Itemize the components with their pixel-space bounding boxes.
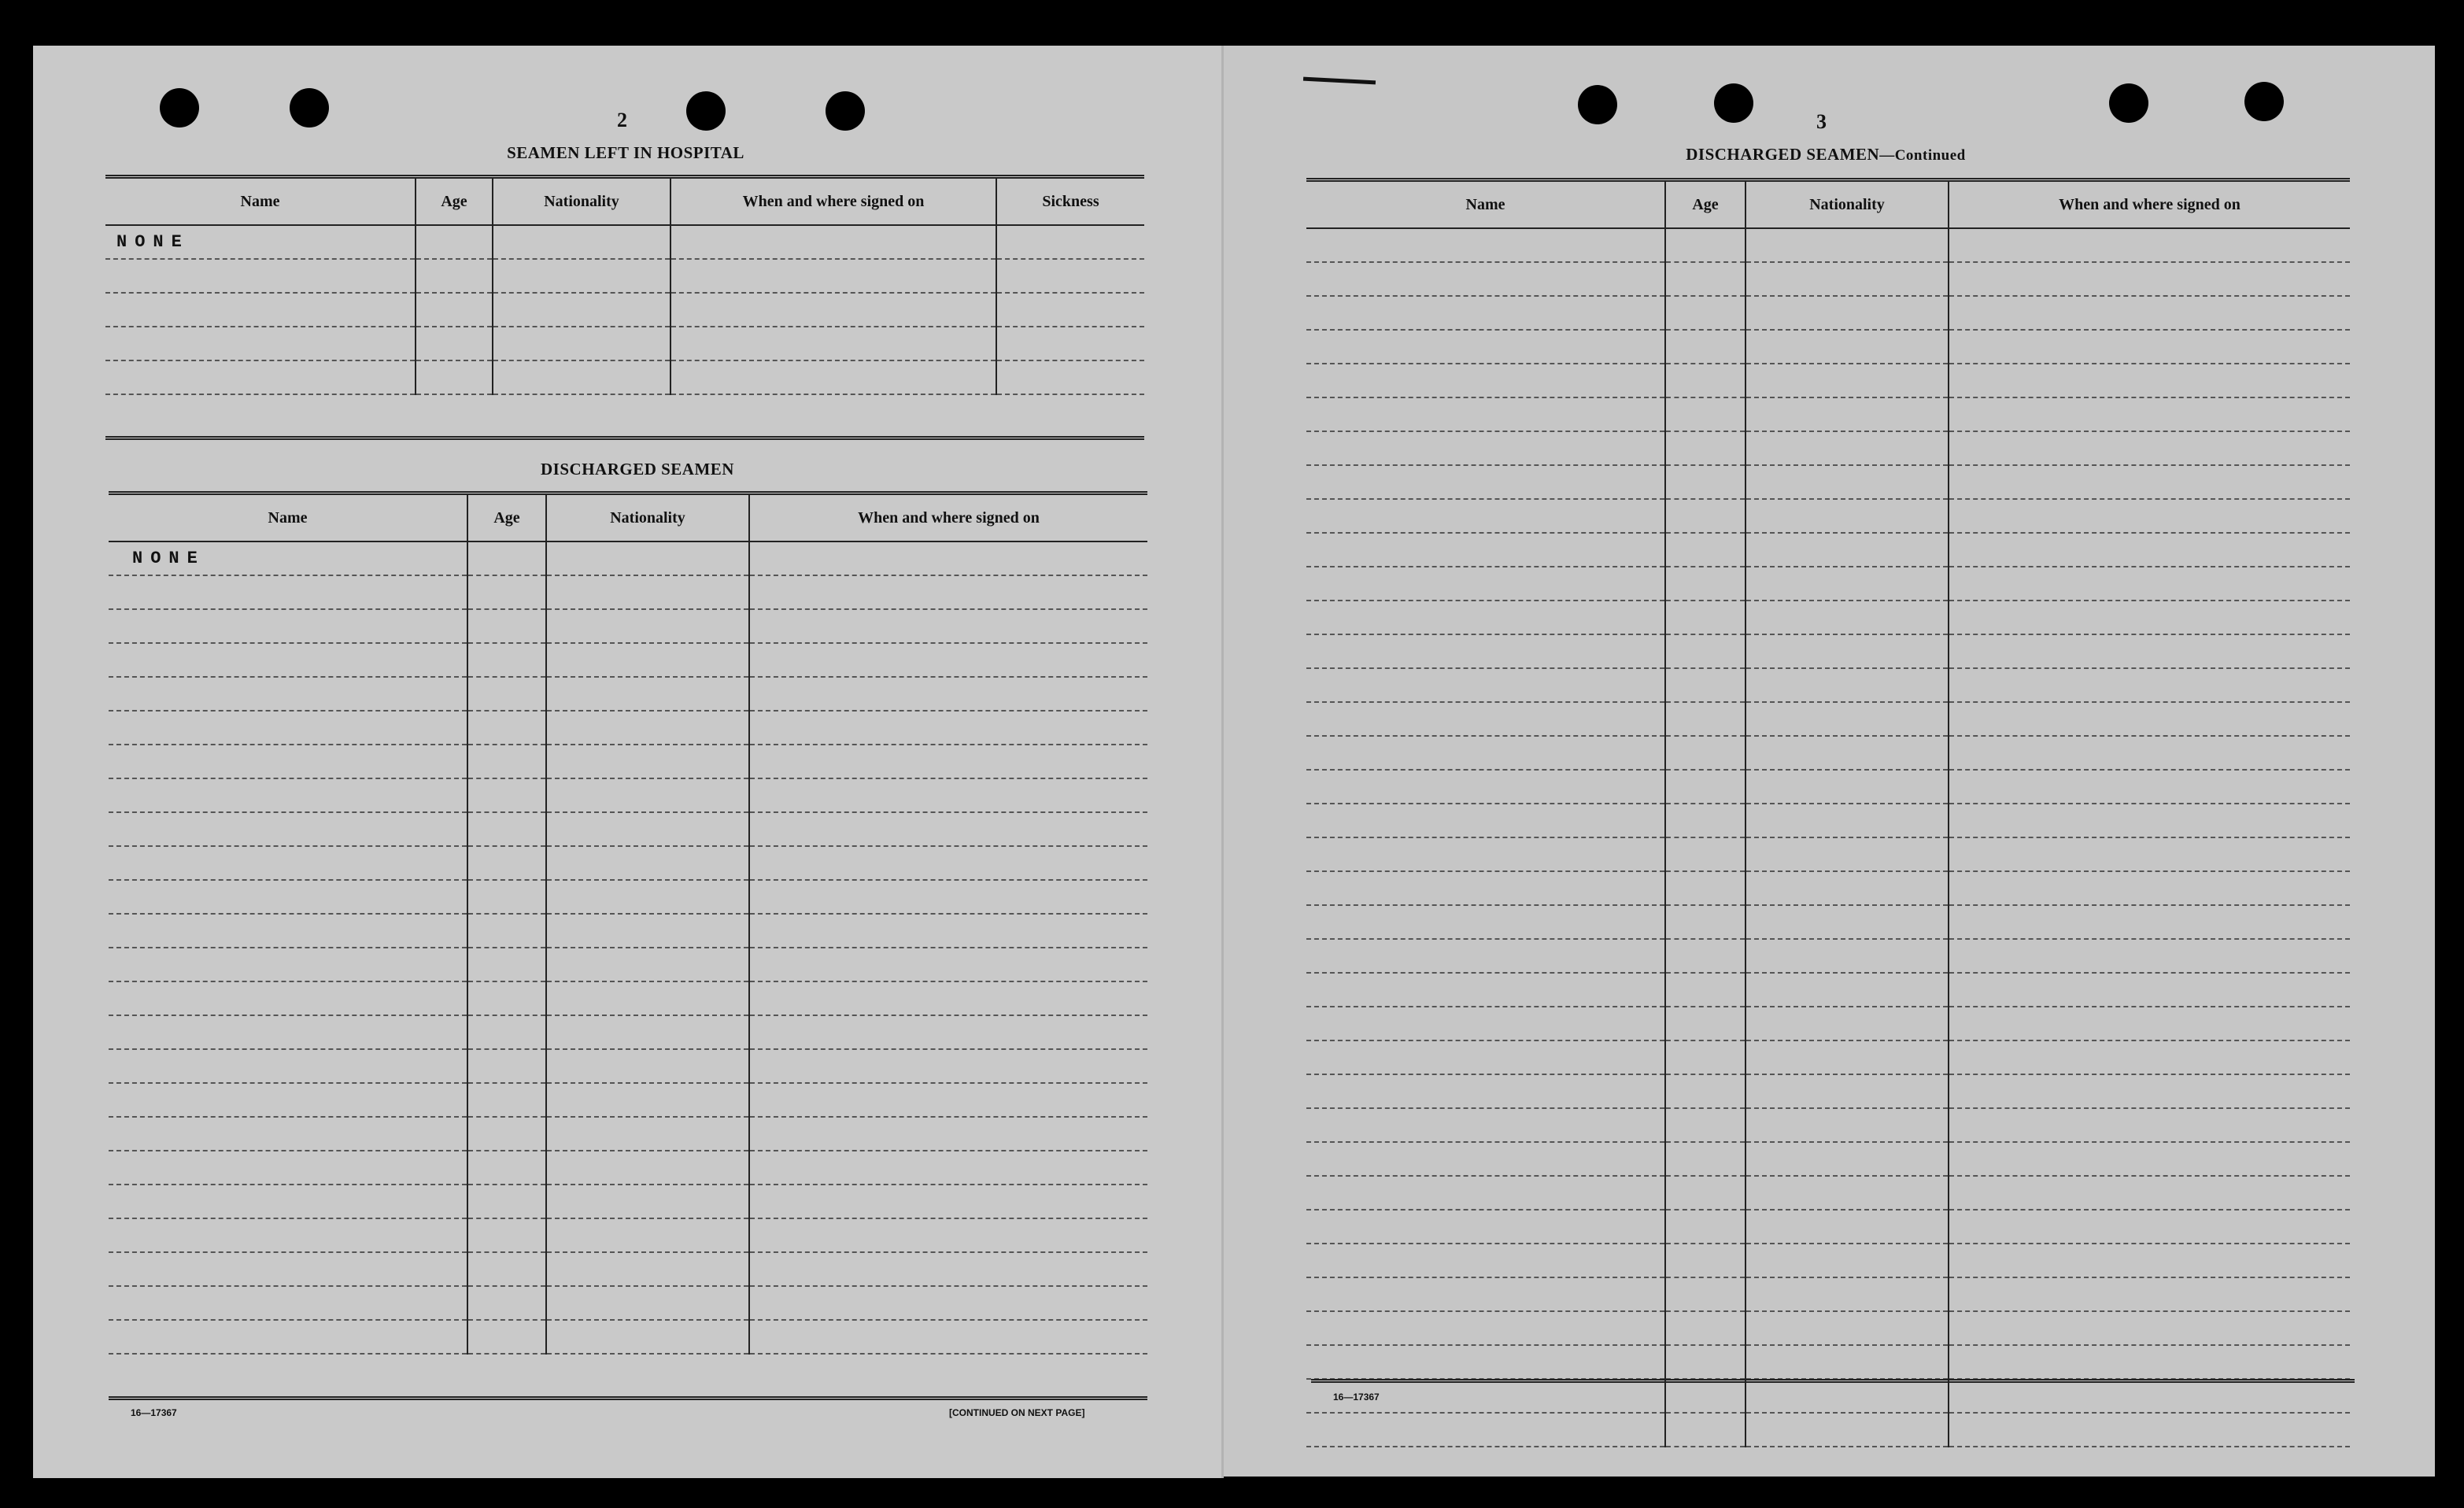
table-row [1306, 770, 2350, 804]
table-row [1306, 634, 2350, 668]
table-row [109, 778, 1147, 812]
discharged-section-title: DISCHARGED SEAMEN [541, 460, 734, 479]
table-row [109, 812, 1147, 846]
table-row [109, 1049, 1147, 1083]
table-row [105, 327, 1144, 360]
discharged-continued-title [1605, 145, 2046, 164]
table-row [1306, 1074, 2350, 1108]
column-header-nationality: Nationality [493, 177, 670, 226]
hospital-table [105, 175, 1144, 395]
table-row [1306, 905, 2350, 939]
bottom-rule [109, 1396, 1147, 1400]
column-header-name: Name [1306, 180, 1665, 229]
table-row [109, 609, 1147, 643]
table-row [1306, 330, 2350, 364]
continued-note: [CONTINUED ON NEXT PAGE] [949, 1407, 1085, 1418]
table-row [1306, 668, 2350, 702]
discharged-table [109, 491, 1147, 1355]
column-header-sickness: Sickness [996, 177, 1144, 226]
punch-hole [2109, 83, 2148, 123]
table-row [1306, 499, 2350, 533]
table-row [109, 677, 1147, 711]
punch-hole [290, 88, 329, 128]
table-row [109, 1286, 1147, 1320]
punch-hole [160, 88, 199, 128]
name-cell: NONE [109, 541, 467, 575]
column-header-age: Age [416, 177, 493, 226]
page-number: 2 [617, 109, 627, 131]
column-header-age: Age [1665, 180, 1745, 229]
table-row [1306, 871, 2350, 905]
table-row [1306, 228, 2350, 262]
title-text: DISCHARGED SEAMEN [1686, 145, 1880, 164]
table-row [105, 293, 1144, 327]
table-row [109, 643, 1147, 677]
table-row [109, 745, 1147, 778]
punch-hole [826, 91, 865, 131]
table-row [1306, 1007, 2350, 1040]
form-number: 16—17367 [131, 1407, 177, 1418]
hospital-section-title: SEAMEN LEFT IN HOSPITAL [507, 143, 744, 162]
name-cell: NONE [105, 225, 416, 259]
table-row [1306, 1311, 2350, 1345]
column-header-age: Age [467, 493, 546, 542]
page-fold [1221, 46, 1224, 1478]
table-row [1306, 1345, 2350, 1379]
punch-hole [686, 91, 726, 131]
table-row [1306, 296, 2350, 330]
table-row [109, 1151, 1147, 1185]
table-row [1306, 804, 2350, 837]
table-row [109, 1083, 1147, 1117]
table-row [1306, 1379, 2350, 1413]
table-row [1306, 1142, 2350, 1176]
table-row [1306, 1210, 2350, 1244]
table-row [1306, 601, 2350, 634]
table-row [1306, 397, 2350, 431]
punch-hole [1714, 83, 1753, 123]
table-row [1306, 567, 2350, 601]
column-header-signed-on: When and where signed on [1949, 180, 2350, 229]
table-row [109, 880, 1147, 914]
table-row [109, 981, 1147, 1015]
table-row [1306, 736, 2350, 770]
bottom-rule [1311, 1379, 2355, 1383]
table-row [109, 846, 1147, 880]
table-row [1306, 533, 2350, 567]
table-row [109, 1015, 1147, 1049]
table-row [109, 711, 1147, 745]
title-suffix: —Continued [1879, 147, 1966, 164]
table-row [1306, 1244, 2350, 1277]
table-row [1306, 939, 2350, 973]
table-row [1306, 465, 2350, 499]
table-row [109, 1320, 1147, 1354]
table-row [1306, 431, 2350, 465]
column-header-nationality: Nationality [546, 493, 749, 542]
table-row [109, 948, 1147, 981]
column-header-name: Name [105, 177, 416, 226]
table-row [1306, 1176, 2350, 1210]
section-divider [105, 436, 1144, 440]
table-row [1306, 364, 2350, 397]
column-header-signed-on: When and where signed on [749, 493, 1147, 542]
table-row [1306, 702, 2350, 736]
table-row [109, 1117, 1147, 1151]
table-row [1306, 973, 2350, 1007]
table-row [109, 541, 1147, 575]
punch-hole [2244, 82, 2284, 121]
column-header-nationality: Nationality [1745, 180, 1949, 229]
table-row [109, 914, 1147, 948]
table-row [105, 259, 1144, 293]
table-row [1306, 262, 2350, 296]
table-row [109, 575, 1147, 609]
table-row [109, 1252, 1147, 1286]
table-row [1306, 1040, 2350, 1074]
table-row [109, 1218, 1147, 1252]
table-row [109, 1185, 1147, 1218]
table-row [105, 360, 1144, 394]
punch-hole [1578, 85, 1617, 124]
table-row [1306, 1108, 2350, 1142]
table-row [1306, 837, 2350, 871]
table-row [1306, 1413, 2350, 1447]
table-row [105, 225, 1144, 259]
column-header-signed-on: When and where signed on [670, 177, 996, 226]
form-number: 16—17367 [1333, 1392, 1380, 1403]
discharged-continued-table [1306, 178, 2350, 1447]
page-number: 3 [1816, 110, 1827, 133]
table-row [1306, 1277, 2350, 1311]
column-header-name: Name [109, 493, 467, 542]
